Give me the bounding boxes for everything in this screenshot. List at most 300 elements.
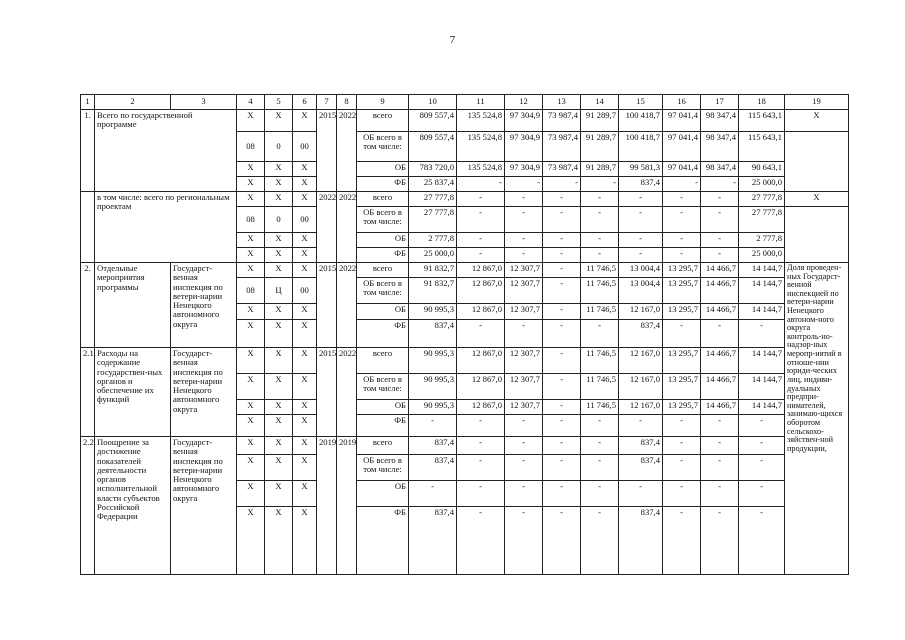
value-cell: 11 746,5 <box>581 263 619 278</box>
value-cell: 135 524,8 <box>457 162 505 177</box>
cell-x: Х <box>237 162 265 177</box>
value-cell: 73 987,4 <box>543 132 581 162</box>
value-cell: - <box>543 415 581 437</box>
cell-x: Х <box>265 304 293 320</box>
cell-x: Х <box>237 304 265 320</box>
value-cell: 73 987,4 <box>543 162 581 177</box>
year-end: 2022 <box>337 110 357 192</box>
cell-x: Х <box>237 263 265 278</box>
value-cell: - <box>581 481 619 507</box>
value-cell: 100 418,7 <box>619 132 663 162</box>
value-cell: 27 777,8 <box>739 192 785 207</box>
value-cell: 91 289,7 <box>581 132 619 162</box>
value-cell: - <box>543 400 581 415</box>
source-label: ФБ <box>357 320 409 348</box>
header-cell: 2 <box>95 95 171 110</box>
value-cell: - <box>663 415 701 437</box>
value-cell: - <box>457 192 505 207</box>
value-cell: - <box>457 320 505 348</box>
value-cell: 13 004,4 <box>619 278 663 304</box>
value-cell: 90 995,3 <box>409 374 457 400</box>
value-cell: - <box>581 415 619 437</box>
value-cell: 25 837,4 <box>409 177 457 192</box>
value-cell: - <box>543 320 581 348</box>
value-cell: 115 643,1 <box>739 110 785 132</box>
header-cell: 19 <box>785 95 849 110</box>
value-cell: 90 643,1 <box>739 162 785 177</box>
value-cell: - <box>619 207 663 233</box>
cell-x: Х <box>237 455 265 481</box>
row-number: 1. <box>81 110 95 192</box>
cell-x: Х <box>265 415 293 437</box>
value-cell: 98 347,4 <box>701 132 739 162</box>
source-label: ОБ <box>357 162 409 177</box>
cell-x: Х <box>293 248 317 263</box>
value-cell: 12 867,0 <box>457 348 505 374</box>
value-cell: 90 995,3 <box>409 400 457 415</box>
value-cell: 14 144,7 <box>739 348 785 374</box>
row-number: 2.2. <box>81 437 95 575</box>
value-cell: 13 295,7 <box>663 304 701 320</box>
cell-x: Х <box>265 162 293 177</box>
value-cell: 90 995,3 <box>409 348 457 374</box>
row-executor: Государст-венная инспекция по ветери-нарии Ненецкого автономного округа <box>171 263 237 348</box>
value-cell: - <box>581 233 619 248</box>
value-cell: - <box>701 177 739 192</box>
value-cell: 97 041,4 <box>663 110 701 132</box>
value-cell: - <box>457 437 505 455</box>
value-cell: 27 777,8 <box>409 192 457 207</box>
value-cell: 14 466,7 <box>701 374 739 400</box>
value-cell: 2 777,8 <box>409 233 457 248</box>
cell-x: Х <box>237 192 265 207</box>
value-cell: - <box>663 248 701 263</box>
value-cell: - <box>701 207 739 233</box>
source-label: ОБ всего в том числе: <box>357 278 409 304</box>
value-cell: 13 295,7 <box>663 374 701 400</box>
value-cell: - <box>663 177 701 192</box>
value-cell: 837,4 <box>619 507 663 575</box>
value-cell: - <box>619 192 663 207</box>
value-cell: 13 295,7 <box>663 400 701 415</box>
value-cell: - <box>663 455 701 481</box>
cell-x: Х <box>293 455 317 481</box>
header-cell: 3 <box>171 95 237 110</box>
value-cell: - <box>581 320 619 348</box>
value-cell: - <box>739 481 785 507</box>
value-cell: - <box>701 455 739 481</box>
table-row <box>81 263 849 278</box>
value-cell: - <box>505 207 543 233</box>
value-cell: 14 144,7 <box>739 374 785 400</box>
row-title: Поощрение за достижение показателей деятельности органов исполнительной власти субъектов Российской Федерации <box>95 437 171 575</box>
value-cell: 12 867,0 <box>457 374 505 400</box>
year-start: 2015 <box>317 348 337 437</box>
value-cell: 13 295,7 <box>663 278 701 304</box>
header-cell: 10 <box>409 95 457 110</box>
source-label: ФБ <box>357 177 409 192</box>
source-label: ОБ <box>357 304 409 320</box>
header-cell: 17 <box>701 95 739 110</box>
value-cell: - <box>701 192 739 207</box>
value-cell: 12 867,0 <box>457 304 505 320</box>
cell-x: Х <box>293 177 317 192</box>
cell-x: Х <box>265 110 293 132</box>
cell-x: Х <box>293 437 317 455</box>
cell-x: Х <box>293 348 317 374</box>
value-cell: 11 746,5 <box>581 348 619 374</box>
value-cell: 14 466,7 <box>701 348 739 374</box>
cell-x: Х <box>265 348 293 374</box>
value-cell: 12 167,0 <box>619 400 663 415</box>
value-cell: 100 418,7 <box>619 110 663 132</box>
source-label: всего <box>357 348 409 374</box>
cell-x: Х <box>265 374 293 400</box>
row-executor: Государст-венная инспекция по ветери-нарии Ненецкого автономного округа <box>171 348 237 437</box>
source-label: ОБ <box>357 400 409 415</box>
value-cell: 97 041,4 <box>663 132 701 162</box>
value-cell: 12 307,7 <box>505 278 543 304</box>
code-cell: 00 <box>293 132 317 162</box>
value-cell: - <box>663 437 701 455</box>
value-cell: 14 144,7 <box>739 278 785 304</box>
value-cell: 14 144,7 <box>739 400 785 415</box>
value-cell: - <box>739 437 785 455</box>
value-cell: 12 167,0 <box>619 374 663 400</box>
header-cell: 1 <box>81 95 95 110</box>
cell-x: Х <box>293 415 317 437</box>
value-cell: - <box>701 437 739 455</box>
value-cell: - <box>739 415 785 437</box>
value-cell: 12 867,0 <box>457 400 505 415</box>
value-cell: - <box>581 507 619 575</box>
value-cell: - <box>739 455 785 481</box>
header-cell: 14 <box>581 95 619 110</box>
program-finance-table <box>80 94 849 575</box>
value-cell: 837,4 <box>619 320 663 348</box>
cell-x: Х <box>237 177 265 192</box>
row-executor: Государст-венная инспекция по ветери-нарии Ненецкого автономного округа <box>171 437 237 575</box>
value-cell: - <box>543 177 581 192</box>
source-label: всего <box>357 110 409 132</box>
value-cell: 14 144,7 <box>739 263 785 278</box>
value-cell: - <box>619 481 663 507</box>
row-number: 2. <box>81 263 95 348</box>
row-title: Отдельные мероприятия программы <box>95 263 171 348</box>
value-cell: 14 466,7 <box>701 263 739 278</box>
value-cell: - <box>457 233 505 248</box>
source-label: ОБ всего в том числе: <box>357 455 409 481</box>
value-cell: 25 000,0 <box>409 248 457 263</box>
value-cell: - <box>543 233 581 248</box>
header-row <box>81 95 849 110</box>
header-cell: 7 <box>317 95 337 110</box>
cell-x: Х <box>237 248 265 263</box>
value-cell: 837,4 <box>409 507 457 575</box>
value-cell: 91 832,7 <box>409 278 457 304</box>
value-cell: - <box>581 455 619 481</box>
value-cell: 11 746,5 <box>581 400 619 415</box>
source-label: всего <box>357 437 409 455</box>
source-label: ОБ <box>357 233 409 248</box>
value-cell: - <box>619 415 663 437</box>
value-cell: - <box>581 437 619 455</box>
cell-x: Х <box>265 177 293 192</box>
header-cell: 18 <box>739 95 785 110</box>
value-cell: 91 832,7 <box>409 263 457 278</box>
value-cell: 14 466,7 <box>701 400 739 415</box>
code-cell: 00 <box>293 278 317 304</box>
code-cell: Ц <box>265 278 293 304</box>
value-cell: - <box>663 320 701 348</box>
code-cell: 0 <box>265 207 293 233</box>
value-cell: - <box>543 304 581 320</box>
value-cell: - <box>505 177 543 192</box>
cell-x: Х <box>237 400 265 415</box>
value-cell: 12 867,0 <box>457 263 505 278</box>
col19-cell: Х <box>785 110 849 132</box>
row-number: 2.1. <box>81 348 95 437</box>
source-label: ФБ <box>357 507 409 575</box>
value-cell: - <box>663 481 701 507</box>
value-cell: 73 987,4 <box>543 110 581 132</box>
value-cell: 12 307,7 <box>505 400 543 415</box>
source-label: ОБ всего в том числе: <box>357 374 409 400</box>
code-cell: 08 <box>237 278 265 304</box>
year-end: 2022 <box>337 263 357 348</box>
cell-x: Х <box>293 192 317 207</box>
header-cell: 8 <box>337 95 357 110</box>
value-cell: 98 347,4 <box>701 162 739 177</box>
value-cell: - <box>543 481 581 507</box>
value-cell: - <box>409 481 457 507</box>
value-cell: 14 466,7 <box>701 278 739 304</box>
value-cell: - <box>543 207 581 233</box>
target-indicator-note: Доля проведен-ных Государст-венной инспекцией по ветери-нарии Ненецкого автоном-ного округа контроль-но-надзор-ных меропр-иятий в отноше-нии юриди-ческих лиц, индиви-дуальных предпри-нимателей, занимаю-щихся оборотом сельскохо-зяйствен-ной продукции, <box>785 263 849 575</box>
code-cell: 08 <box>237 132 265 162</box>
header-cell: 9 <box>357 95 409 110</box>
row-number <box>81 192 95 263</box>
page-number: 7 <box>449 34 456 46</box>
cell-x: Х <box>237 481 265 507</box>
value-cell: - <box>701 507 739 575</box>
cell-x: Х <box>265 192 293 207</box>
header-cell: 13 <box>543 95 581 110</box>
source-label: ОБ всего в том числе: <box>357 132 409 162</box>
header-cell: 6 <box>293 95 317 110</box>
value-cell: - <box>543 348 581 374</box>
value-cell: - <box>619 248 663 263</box>
value-cell: 783 720,0 <box>409 162 457 177</box>
value-cell: - <box>505 415 543 437</box>
year-start: 2015 <box>317 263 337 348</box>
value-cell: 27 777,8 <box>409 207 457 233</box>
value-cell: 97 304,9 <box>505 132 543 162</box>
value-cell: - <box>505 192 543 207</box>
row-title: Всего по государственной программе <box>95 110 237 192</box>
value-cell: - <box>543 192 581 207</box>
value-cell: 837,4 <box>619 177 663 192</box>
value-cell: 91 289,7 <box>581 110 619 132</box>
cell-x: Х <box>265 263 293 278</box>
value-cell: 98 347,4 <box>701 110 739 132</box>
value-cell: 11 746,5 <box>581 304 619 320</box>
value-cell: 12 307,7 <box>505 348 543 374</box>
value-cell: 12 307,7 <box>505 374 543 400</box>
table-row <box>81 110 849 132</box>
year-end: 2019 <box>337 437 357 575</box>
cell-x: Х <box>293 304 317 320</box>
value-cell: - <box>739 320 785 348</box>
value-cell: 97 304,9 <box>505 162 543 177</box>
value-cell: - <box>581 177 619 192</box>
value-cell: - <box>663 233 701 248</box>
col19-cell <box>785 132 849 192</box>
table-row <box>81 192 849 207</box>
value-cell: 13 004,4 <box>619 263 663 278</box>
cell-x: Х <box>237 110 265 132</box>
value-cell: - <box>505 455 543 481</box>
cell-x: Х <box>293 162 317 177</box>
value-cell: - <box>701 415 739 437</box>
cell-x: Х <box>293 507 317 575</box>
value-cell: 12 167,0 <box>619 304 663 320</box>
cell-x: Х <box>293 374 317 400</box>
value-cell: - <box>457 507 505 575</box>
value-cell: - <box>663 507 701 575</box>
cell-x: Х <box>293 233 317 248</box>
year-end: 2022 <box>337 192 357 263</box>
value-cell: - <box>457 207 505 233</box>
value-cell: 11 746,5 <box>581 278 619 304</box>
code-cell: 00 <box>293 207 317 233</box>
year-start: 2022 <box>317 192 337 263</box>
value-cell: 115 643,1 <box>739 132 785 162</box>
cell-x: Х <box>293 400 317 415</box>
value-cell: 837,4 <box>619 455 663 481</box>
source-label: ОБ <box>357 481 409 507</box>
value-cell: - <box>505 437 543 455</box>
header-cell: 11 <box>457 95 505 110</box>
value-cell: - <box>543 437 581 455</box>
cell-x: Х <box>237 374 265 400</box>
value-cell: 11 746,5 <box>581 374 619 400</box>
value-cell: - <box>581 192 619 207</box>
value-cell: - <box>505 248 543 263</box>
cell-x: Х <box>265 507 293 575</box>
value-cell: - <box>701 233 739 248</box>
cell-x: Х <box>293 481 317 507</box>
value-cell: - <box>505 507 543 575</box>
value-cell: 837,4 <box>409 455 457 481</box>
source-label: ФБ <box>357 415 409 437</box>
cell-x: Х <box>265 437 293 455</box>
source-label: ФБ <box>357 248 409 263</box>
source-label: ОБ всего в том числе: <box>357 207 409 233</box>
value-cell: - <box>543 455 581 481</box>
value-cell: 837,4 <box>619 437 663 455</box>
value-cell: 91 289,7 <box>581 162 619 177</box>
value-cell: 12 307,7 <box>505 304 543 320</box>
value-cell: 90 995,3 <box>409 304 457 320</box>
header-cell: 5 <box>265 95 293 110</box>
value-cell: 25 000,0 <box>739 248 785 263</box>
cell-x: Х <box>237 320 265 348</box>
header-cell: 16 <box>663 95 701 110</box>
value-cell: 2 777,8 <box>739 233 785 248</box>
value-cell: 12 307,7 <box>505 263 543 278</box>
value-cell: - <box>505 233 543 248</box>
value-cell: - <box>543 263 581 278</box>
value-cell: 837,4 <box>409 437 457 455</box>
code-cell: 08 <box>237 207 265 233</box>
value-cell: - <box>457 455 505 481</box>
value-cell: - <box>505 481 543 507</box>
value-cell: - <box>701 248 739 263</box>
value-cell: - <box>701 481 739 507</box>
header-cell: 4 <box>237 95 265 110</box>
value-cell: 14 466,7 <box>701 304 739 320</box>
value-cell: - <box>663 192 701 207</box>
cell-x: Х <box>293 263 317 278</box>
cell-x: Х <box>265 248 293 263</box>
col19-cell <box>785 207 849 263</box>
value-cell: 12 867,0 <box>457 278 505 304</box>
year-start: 2019 <box>317 437 337 575</box>
cell-x: Х <box>237 348 265 374</box>
cell-x: Х <box>265 455 293 481</box>
value-cell: 25 000,0 <box>739 177 785 192</box>
value-cell: - <box>505 320 543 348</box>
value-cell: 13 295,7 <box>663 348 701 374</box>
year-start: 2015 <box>317 110 337 192</box>
value-cell: 135 524,8 <box>457 110 505 132</box>
value-cell: - <box>543 507 581 575</box>
value-cell: 12 167,0 <box>619 348 663 374</box>
value-cell: 837,4 <box>409 320 457 348</box>
cell-x: Х <box>293 110 317 132</box>
value-cell: 809 557,4 <box>409 132 457 162</box>
value-cell: - <box>457 415 505 437</box>
value-cell: 809 557,4 <box>409 110 457 132</box>
row-title: Расходы на содержание государствен-ных органов и обеспечение их функций <box>95 348 171 437</box>
cell-x: Х <box>237 233 265 248</box>
value-cell: - <box>739 507 785 575</box>
table-row <box>81 437 849 455</box>
value-cell: - <box>457 481 505 507</box>
value-cell: 135 524,8 <box>457 132 505 162</box>
value-cell: - <box>409 415 457 437</box>
cell-x: Х <box>237 507 265 575</box>
year-end: 2022 <box>337 348 357 437</box>
value-cell: - <box>663 207 701 233</box>
source-label: всего <box>357 192 409 207</box>
value-cell: - <box>543 248 581 263</box>
table-row <box>81 348 849 374</box>
source-label: всего <box>357 263 409 278</box>
value-cell: - <box>581 207 619 233</box>
cell-x: Х <box>265 233 293 248</box>
value-cell: 14 144,7 <box>739 304 785 320</box>
value-cell: 97 304,9 <box>505 110 543 132</box>
value-cell: 99 581,3 <box>619 162 663 177</box>
col19-cell: Х <box>785 192 849 207</box>
value-cell: - <box>457 248 505 263</box>
value-cell: 97 041,4 <box>663 162 701 177</box>
value-cell: - <box>457 177 505 192</box>
header-cell: 15 <box>619 95 663 110</box>
code-cell: 0 <box>265 132 293 162</box>
